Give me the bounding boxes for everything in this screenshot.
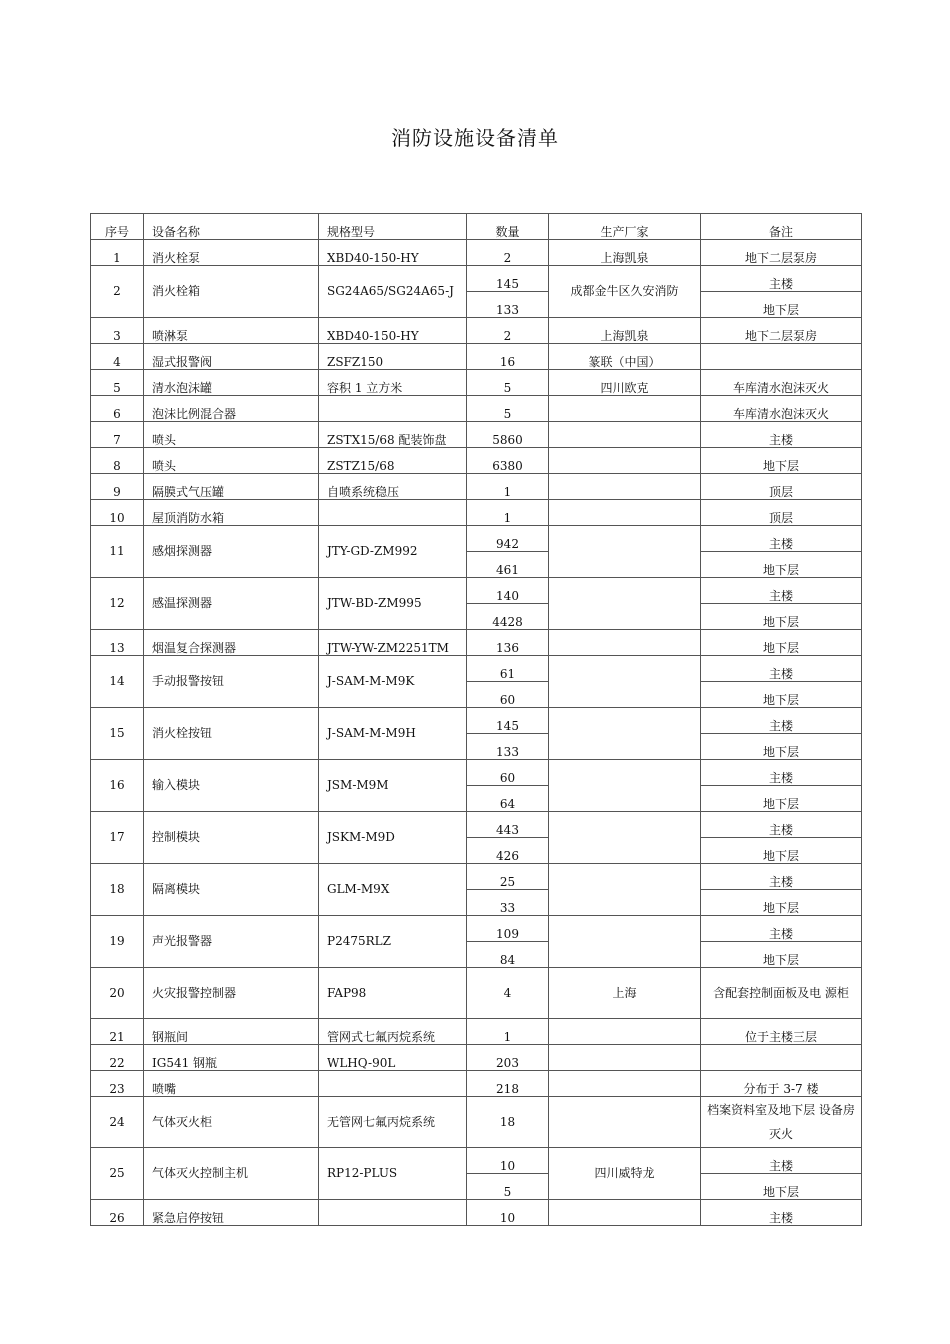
cell-mfr (549, 578, 701, 630)
header-name: 设备名称 (144, 214, 319, 240)
cell-model: FAP98 (319, 968, 467, 1019)
cell-model: ZSTX15/68 配装饰盘 (319, 422, 467, 448)
cell-name: 手动报警按钮 (144, 656, 319, 708)
header-mfr: 生产厂家 (549, 214, 701, 240)
cell-mfr: 四川欧克 (549, 370, 701, 396)
cell-name: 隔膜式气压罐 (144, 474, 319, 500)
cell-qty: 6380 (467, 448, 549, 474)
document-title: 消防设施设备清单 (391, 126, 559, 150)
cell-qty: 64 (467, 786, 549, 812)
cell-note: 主楼 (701, 708, 862, 734)
cell-note: 地下层 (701, 552, 862, 578)
cell-name: 湿式报警阀 (144, 344, 319, 370)
header-model: 规格型号 (319, 214, 467, 240)
cell-note: 主楼 (701, 760, 862, 786)
cell-model: JSM-M9M (319, 760, 467, 812)
cell-name: 喷头 (144, 422, 319, 448)
cell-model: SG24A65/SG24A65-J (319, 266, 467, 318)
cell-mfr: 上海凯泉 (549, 240, 701, 266)
table-row (91, 422, 862, 448)
cell-qty: 109 (467, 916, 549, 942)
cell-note: 地下层 (701, 786, 862, 812)
table-row (91, 864, 862, 890)
cell-model: J-SAM-M-M9K (319, 656, 467, 708)
cell-model: JTW-BD-ZM995 (319, 578, 467, 630)
cell-note: 主楼 (701, 526, 862, 552)
cell-name: 烟温复合探测器 (144, 630, 319, 656)
cell-qty: 140 (467, 578, 549, 604)
cell-name: 感温探测器 (144, 578, 319, 630)
cell-name: 喷嘴 (144, 1071, 319, 1097)
cell-note: 顶层 (701, 474, 862, 500)
table-row (91, 266, 862, 292)
cell-note: 顶层 (701, 500, 862, 526)
cell-model: 自喷系统稳压 (319, 474, 467, 500)
table-row (91, 1200, 862, 1226)
cell-note: 含配套控制面板及电 源柜 (701, 968, 862, 1019)
cell-qty: 84 (467, 942, 549, 968)
table-row (91, 500, 862, 526)
cell-name: 喷头 (144, 448, 319, 474)
table-row (91, 474, 862, 500)
cell-note: 地下层 (701, 292, 862, 318)
cell-qty: 145 (467, 266, 549, 292)
table-row (91, 240, 862, 266)
cell-mfr (549, 474, 701, 500)
cell-mfr (549, 1071, 701, 1097)
table-row (91, 708, 862, 734)
cell-qty: 443 (467, 812, 549, 838)
cell-mfr (549, 1200, 701, 1226)
cell-note: 主楼 (701, 266, 862, 292)
table-row (91, 344, 862, 370)
cell-mfr: 上海凯泉 (549, 318, 701, 344)
cell-qty: 4428 (467, 604, 549, 630)
cell-qty: 133 (467, 734, 549, 760)
table-header-row (91, 214, 862, 240)
cell-mfr (549, 760, 701, 812)
cell-name: 气体灭火柜 (144, 1097, 319, 1148)
cell-mfr (549, 916, 701, 968)
cell-note: 主楼 (701, 1148, 862, 1174)
cell-note: 主楼 (701, 864, 862, 890)
cell-model: JTY-GD-ZM992 (319, 526, 467, 578)
equipment-table (90, 213, 862, 1226)
cell-note: 分布于 3-7 楼 (701, 1071, 862, 1097)
cell-model: JTW-YW-ZM2251TM (319, 630, 467, 656)
table-row (91, 1071, 862, 1097)
cell-name: 隔离模块 (144, 864, 319, 916)
table-row (91, 370, 862, 396)
cell-note (701, 344, 862, 370)
cell-model (319, 1200, 467, 1226)
cell-qty: 60 (467, 760, 549, 786)
header-no: 序号 (91, 214, 144, 240)
cell-mfr (549, 708, 701, 760)
cell-name: 消火栓箱 (144, 266, 319, 318)
cell-mfr: 四川威特龙 (549, 1148, 701, 1200)
cell-mfr (549, 1097, 701, 1148)
cell-no: 2 (91, 266, 144, 318)
cell-no: 22 (91, 1045, 144, 1071)
cell-mfr (549, 448, 701, 474)
cell-no: 12 (91, 578, 144, 630)
table-row (91, 760, 862, 786)
cell-note: 主楼 (701, 812, 862, 838)
table-row (91, 448, 862, 474)
cell-no: 23 (91, 1071, 144, 1097)
cell-no: 19 (91, 916, 144, 968)
cell-model: 管网式七氟丙烷系统 (319, 1019, 467, 1045)
cell-name: 火灾报警控制器 (144, 968, 319, 1019)
cell-mfr (549, 396, 701, 422)
cell-no: 18 (91, 864, 144, 916)
cell-no: 6 (91, 396, 144, 422)
cell-mfr (549, 1045, 701, 1071)
cell-qty: 461 (467, 552, 549, 578)
cell-qty: 942 (467, 526, 549, 552)
cell-name: 紧急启停按钮 (144, 1200, 319, 1226)
cell-qty: 1 (467, 474, 549, 500)
cell-mfr (549, 526, 701, 578)
cell-qty: 136 (467, 630, 549, 656)
cell-no: 10 (91, 500, 144, 526)
cell-qty: 1 (467, 500, 549, 526)
table-row (91, 318, 862, 344)
cell-mfr: 篆联（中国） (549, 344, 701, 370)
table-body (91, 240, 862, 1226)
cell-note: 档案资料室及地下层 设备房灭火 (701, 1097, 862, 1148)
table-row (91, 526, 862, 552)
cell-no: 25 (91, 1148, 144, 1200)
cell-model: GLM-M9X (319, 864, 467, 916)
cell-name: 消火栓按钮 (144, 708, 319, 760)
cell-note: 位于主楼三层 (701, 1019, 862, 1045)
cell-qty: 203 (467, 1045, 549, 1071)
cell-note: 地下层 (701, 734, 862, 760)
cell-no: 7 (91, 422, 144, 448)
cell-qty: 10 (467, 1200, 549, 1226)
cell-model: JSKM-M9D (319, 812, 467, 864)
cell-no: 8 (91, 448, 144, 474)
cell-name: 感烟探测器 (144, 526, 319, 578)
cell-qty: 145 (467, 708, 549, 734)
table-row (91, 578, 862, 604)
cell-model (319, 500, 467, 526)
cell-model: WLHQ-90L (319, 1045, 467, 1071)
cell-mfr (549, 656, 701, 708)
cell-no: 3 (91, 318, 144, 344)
cell-no: 16 (91, 760, 144, 812)
cell-note: 车库清水泡沫灭火 (701, 396, 862, 422)
cell-no: 1 (91, 240, 144, 266)
table-row (91, 396, 862, 422)
cell-qty: 25 (467, 864, 549, 890)
cell-note: 主楼 (701, 916, 862, 942)
cell-model: J-SAM-M-M9H (319, 708, 467, 760)
cell-note: 地下层 (701, 630, 862, 656)
cell-no: 4 (91, 344, 144, 370)
cell-model: 容积 1 立方米 (319, 370, 467, 396)
cell-note: 地下层 (701, 838, 862, 864)
cell-mfr (549, 630, 701, 656)
cell-qty: 33 (467, 890, 549, 916)
cell-name: 钢瓶间 (144, 1019, 319, 1045)
table-row (91, 656, 862, 682)
cell-note: 地下二层泵房 (701, 318, 862, 344)
cell-qty: 426 (467, 838, 549, 864)
cell-note: 车库清水泡沫灭火 (701, 370, 862, 396)
table-row (91, 1045, 862, 1071)
cell-name: 消火栓泵 (144, 240, 319, 266)
cell-no: 15 (91, 708, 144, 760)
cell-name: 喷淋泵 (144, 318, 319, 344)
cell-note: 主楼 (701, 1200, 862, 1226)
table-row (91, 1148, 862, 1174)
cell-no: 5 (91, 370, 144, 396)
table-row (91, 630, 862, 656)
cell-qty: 2 (467, 318, 549, 344)
cell-note: 地下层 (701, 604, 862, 630)
table-row (91, 916, 862, 942)
cell-qty: 61 (467, 656, 549, 682)
cell-qty: 5 (467, 396, 549, 422)
cell-mfr: 成都金牛区久安消防 (549, 266, 701, 318)
cell-mfr: 上海 (549, 968, 701, 1019)
cell-mfr (549, 812, 701, 864)
cell-no: 21 (91, 1019, 144, 1045)
cell-note (701, 1045, 862, 1071)
cell-note: 地下层 (701, 1174, 862, 1200)
cell-model (319, 1071, 467, 1097)
cell-model: ZSTZ15/68 (319, 448, 467, 474)
cell-model: ZSFZ150 (319, 344, 467, 370)
cell-name: 屋顶消防水箱 (144, 500, 319, 526)
cell-qty: 16 (467, 344, 549, 370)
cell-qty: 218 (467, 1071, 549, 1097)
cell-note: 地下层 (701, 890, 862, 916)
table-row (91, 1097, 862, 1148)
cell-qty: 18 (467, 1097, 549, 1148)
cell-name: 输入模块 (144, 760, 319, 812)
cell-qty: 5 (467, 370, 549, 396)
cell-note: 地下层 (701, 942, 862, 968)
cell-name: IG541 钢瓶 (144, 1045, 319, 1071)
cell-model (319, 396, 467, 422)
cell-qty: 5860 (467, 422, 549, 448)
cell-name: 声光报警器 (144, 916, 319, 968)
cell-no: 17 (91, 812, 144, 864)
cell-mfr (549, 422, 701, 448)
cell-qty: 1 (467, 1019, 549, 1045)
cell-note: 地下二层泵房 (701, 240, 862, 266)
cell-qty: 5 (467, 1174, 549, 1200)
header-note: 备注 (701, 214, 862, 240)
cell-model: RP12-PLUS (319, 1148, 467, 1200)
cell-model: XBD40-150-HY (319, 240, 467, 266)
cell-no: 26 (91, 1200, 144, 1226)
cell-no: 20 (91, 968, 144, 1019)
cell-mfr (549, 1019, 701, 1045)
cell-note: 地下层 (701, 448, 862, 474)
cell-note: 主楼 (701, 578, 862, 604)
cell-mfr (549, 864, 701, 916)
cell-qty: 4 (467, 968, 549, 1019)
cell-name: 气体灭火控制主机 (144, 1148, 319, 1200)
cell-qty: 10 (467, 1148, 549, 1174)
cell-note: 地下层 (701, 682, 862, 708)
table-row (91, 1019, 862, 1045)
cell-no: 14 (91, 656, 144, 708)
cell-note: 主楼 (701, 422, 862, 448)
cell-no: 13 (91, 630, 144, 656)
table-row (91, 968, 862, 1019)
cell-no: 24 (91, 1097, 144, 1148)
cell-no: 9 (91, 474, 144, 500)
cell-note: 主楼 (701, 656, 862, 682)
cell-name: 泡沫比例混合器 (144, 396, 319, 422)
cell-mfr (549, 500, 701, 526)
cell-qty: 2 (467, 240, 549, 266)
cell-qty: 60 (467, 682, 549, 708)
table-row (91, 812, 862, 838)
cell-model: XBD40-150-HY (319, 318, 467, 344)
cell-no: 11 (91, 526, 144, 578)
cell-qty: 133 (467, 292, 549, 318)
cell-name: 控制模块 (144, 812, 319, 864)
cell-model: P2475RLZ (319, 916, 467, 968)
cell-model: 无管网七氟丙烷系统 (319, 1097, 467, 1148)
header-qty: 数量 (467, 214, 549, 240)
cell-name: 清水泡沫罐 (144, 370, 319, 396)
